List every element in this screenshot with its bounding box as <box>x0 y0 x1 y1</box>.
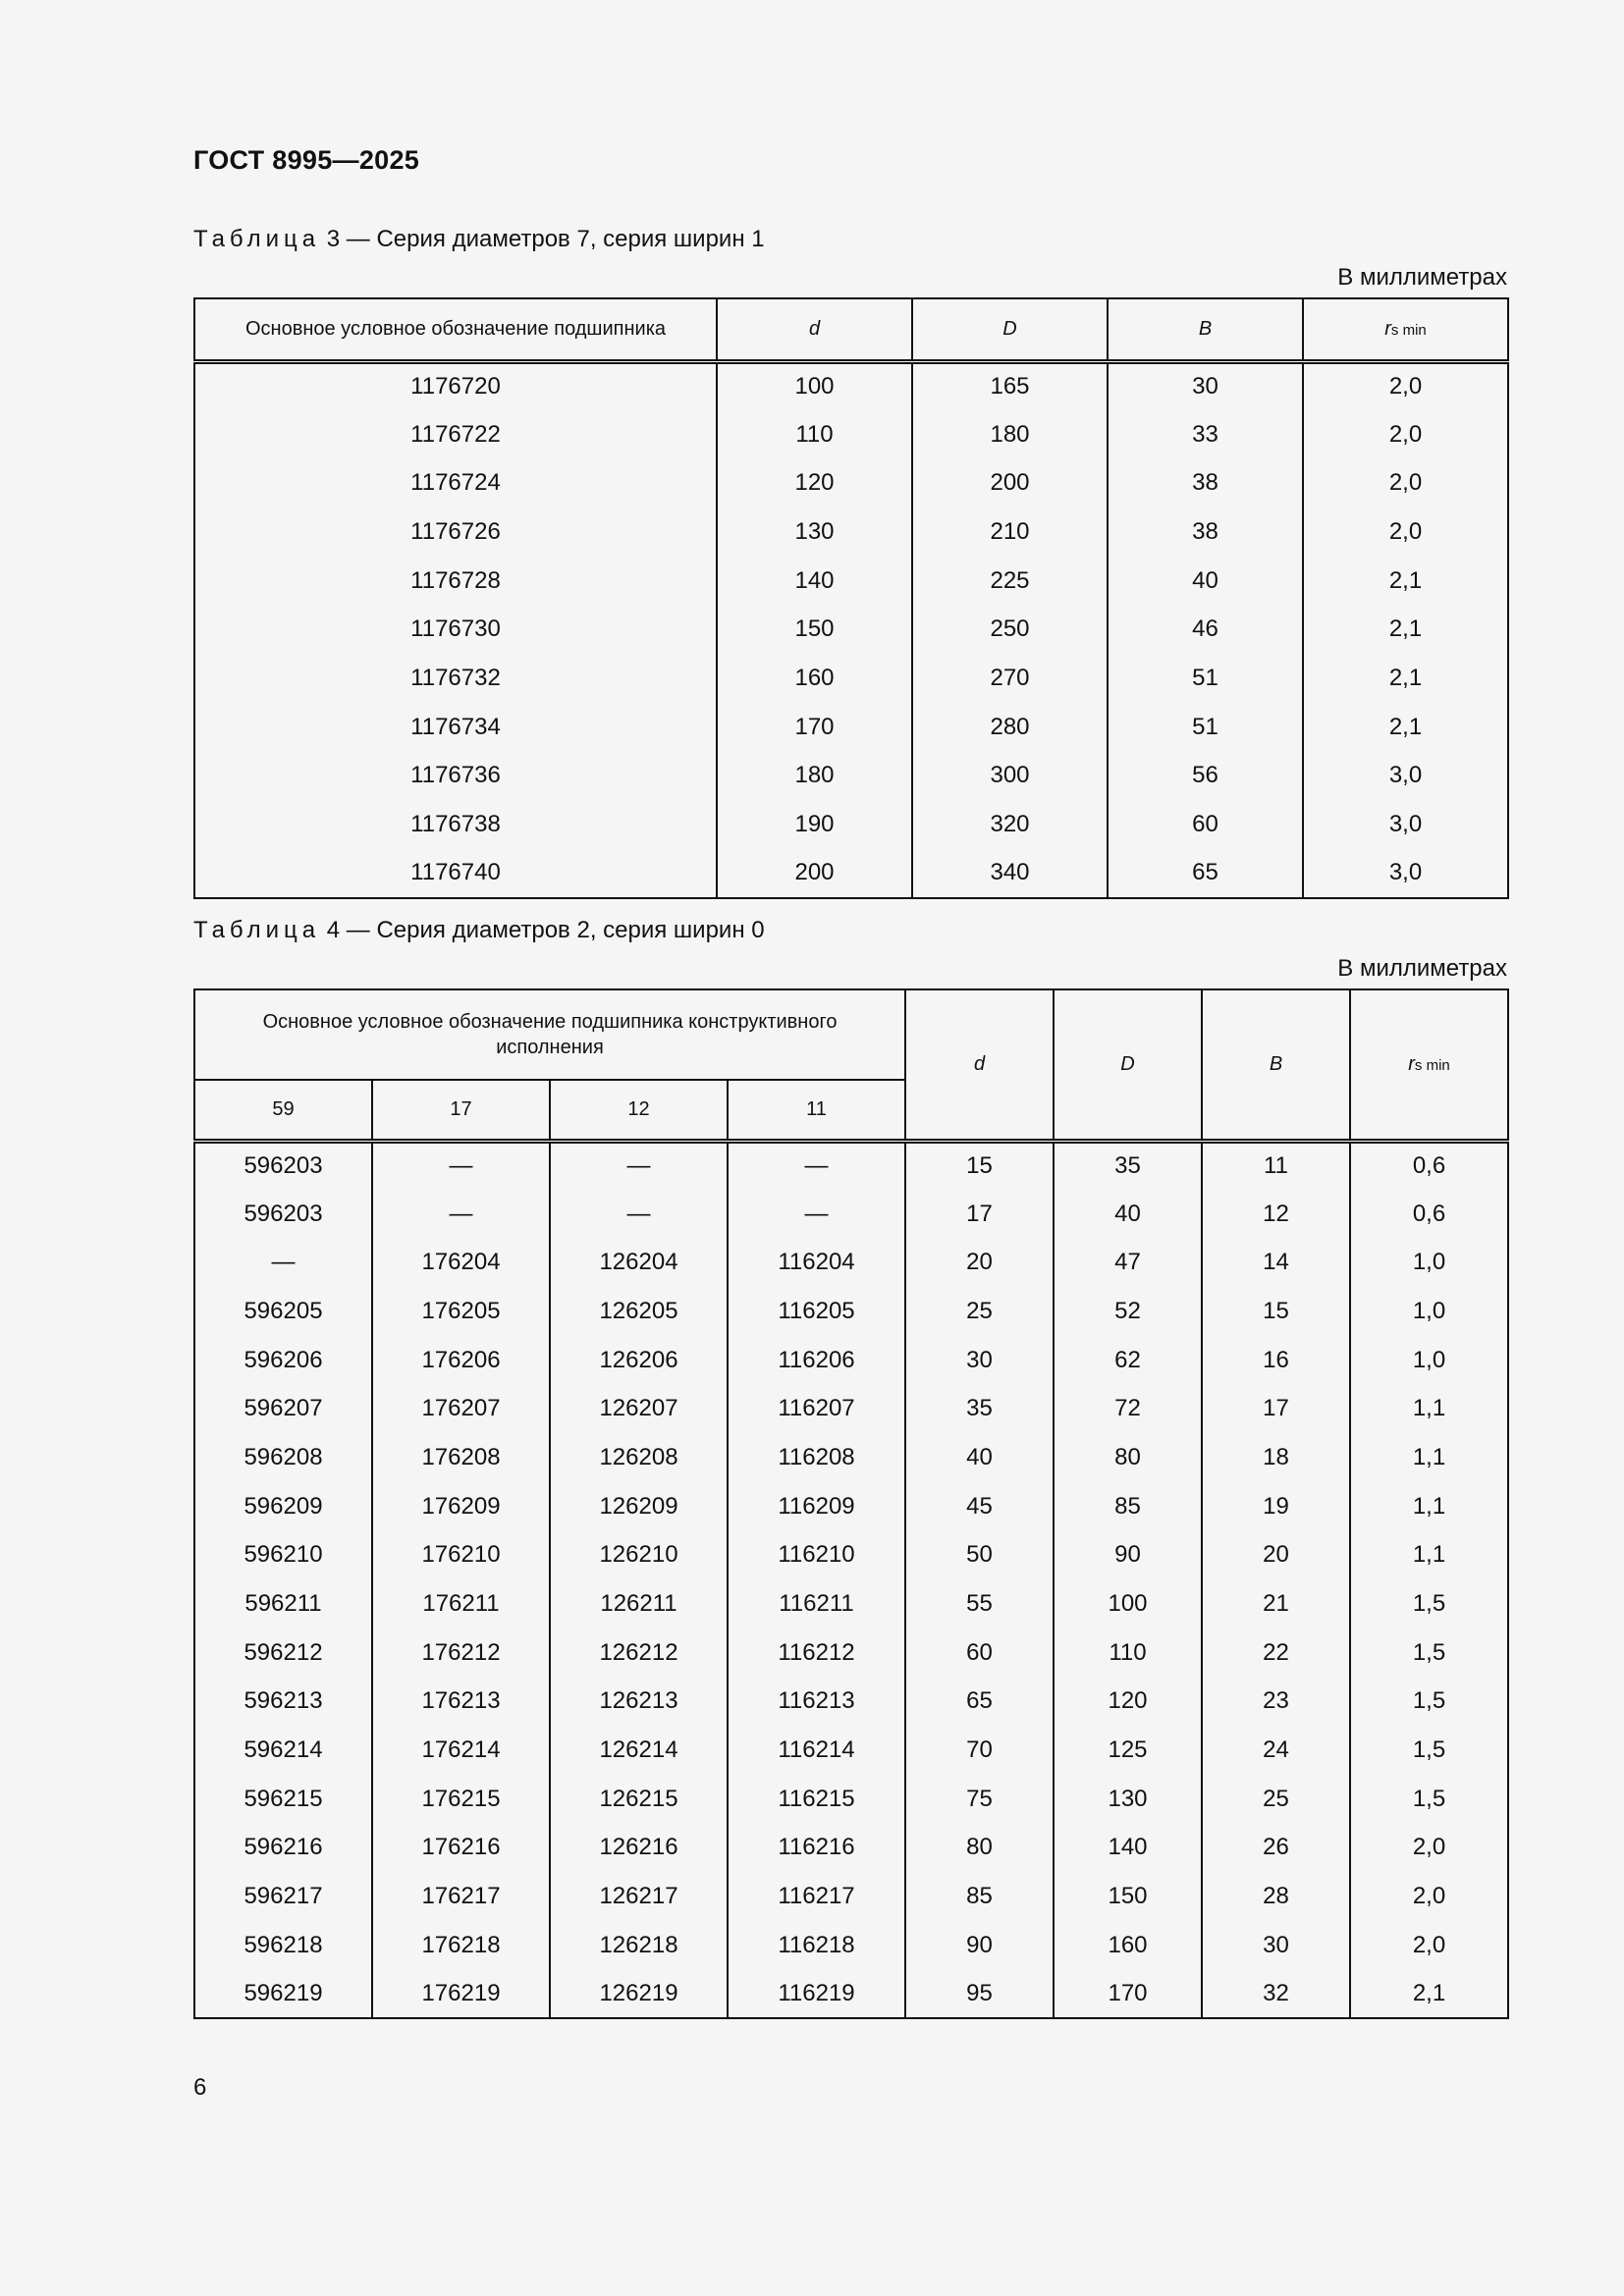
table-cell: 596203 <box>194 1141 372 1190</box>
table-cell: 126216 <box>550 1824 728 1873</box>
table-cell: 116214 <box>728 1726 905 1775</box>
table-cell: 1,5 <box>1350 1726 1508 1775</box>
table4-subheader-11: 11 <box>728 1080 905 1141</box>
table-cell: 15 <box>905 1141 1054 1190</box>
table-cell: 176215 <box>372 1775 550 1824</box>
table-cell: 2,0 <box>1350 1872 1508 1921</box>
table-row <box>194 1678 1508 1727</box>
table-cell: 16 <box>1202 1336 1350 1385</box>
table4-header-r <box>1350 989 1508 1141</box>
table-cell: 2,1 <box>1350 1970 1508 2019</box>
table-cell: 1176730 <box>194 605 717 654</box>
table-cell: 110 <box>1054 1629 1202 1678</box>
table-cell: 596215 <box>194 1775 372 1824</box>
table-cell: 120 <box>717 458 912 507</box>
table-cell: 2,1 <box>1303 605 1508 654</box>
table-cell: 130 <box>1054 1775 1202 1824</box>
table-cell: — <box>728 1190 905 1239</box>
table-cell: 300 <box>912 752 1108 801</box>
table-row <box>194 1336 1508 1385</box>
table-cell: 180 <box>912 410 1108 459</box>
table-cell: 40 <box>1054 1190 1202 1239</box>
table-cell: 170 <box>1054 1970 1202 2019</box>
table-row <box>194 1921 1508 1970</box>
table-cell: 596209 <box>194 1482 372 1531</box>
table-cell: 65 <box>1108 849 1303 898</box>
table3 <box>193 297 1509 899</box>
table-row <box>194 654 1508 703</box>
table-cell: 38 <box>1108 507 1303 557</box>
table-cell: 176204 <box>372 1238 550 1287</box>
table-cell: 2,0 <box>1303 361 1508 410</box>
table-cell: 116216 <box>728 1824 905 1873</box>
table-cell: 176218 <box>372 1921 550 1970</box>
table3-units: В миллиметрах <box>1337 264 1507 291</box>
table4 <box>193 988 1509 2019</box>
table-row <box>194 1433 1508 1482</box>
table-cell: 340 <box>912 849 1108 898</box>
table-cell: 176213 <box>372 1678 550 1727</box>
table-cell: 176209 <box>372 1482 550 1531</box>
table-cell: 47 <box>1054 1238 1202 1287</box>
table-cell: 85 <box>1054 1482 1202 1531</box>
table-cell: 176211 <box>372 1579 550 1629</box>
table-cell: 176205 <box>372 1287 550 1336</box>
table4-subheader-12: 12 <box>550 1080 728 1141</box>
table-cell: 45 <box>905 1482 1054 1531</box>
table-cell: 250 <box>912 605 1108 654</box>
table-cell: 62 <box>1054 1336 1202 1385</box>
table-cell: 14 <box>1202 1238 1350 1287</box>
table-cell: 2,0 <box>1303 458 1508 507</box>
table-cell: 75 <box>905 1775 1054 1824</box>
table-cell: 320 <box>912 800 1108 849</box>
table-cell: 17 <box>905 1190 1054 1239</box>
table-cell: 126206 <box>550 1336 728 1385</box>
table-cell: 2,1 <box>1303 654 1508 703</box>
table-cell: 2,1 <box>1303 557 1508 606</box>
table-cell: 33 <box>1108 410 1303 459</box>
table-cell: — <box>372 1141 550 1190</box>
table4-header-B: B <box>1202 989 1350 1141</box>
table-cell: 160 <box>717 654 912 703</box>
table-cell: 270 <box>912 654 1108 703</box>
table-cell: 2,1 <box>1303 703 1508 752</box>
table-cell: 116213 <box>728 1678 905 1727</box>
table-cell: 190 <box>717 800 912 849</box>
table-cell: 80 <box>905 1824 1054 1873</box>
table-cell: 2,0 <box>1350 1824 1508 1873</box>
table-cell: 116218 <box>728 1921 905 1970</box>
table-cell: 596213 <box>194 1678 372 1727</box>
table-cell: 1,0 <box>1350 1238 1508 1287</box>
table-cell: 126205 <box>550 1287 728 1336</box>
table-cell: 38 <box>1108 458 1303 507</box>
table-cell: 1,1 <box>1350 1384 1508 1433</box>
table-cell: 126208 <box>550 1433 728 1482</box>
table-cell: 1176720 <box>194 361 717 410</box>
table4-subheader-59: 59 <box>194 1080 372 1141</box>
table-cell: 116212 <box>728 1629 905 1678</box>
table-row <box>194 1872 1508 1921</box>
table-cell: 596207 <box>194 1384 372 1433</box>
table-cell: 165 <box>912 361 1108 410</box>
table-cell: 596214 <box>194 1726 372 1775</box>
table-cell: — <box>550 1190 728 1239</box>
table-cell: 85 <box>905 1872 1054 1921</box>
table-row <box>194 1629 1508 1678</box>
table-cell: 46 <box>1108 605 1303 654</box>
table3-header-B: B <box>1108 298 1303 361</box>
table-cell: 126214 <box>550 1726 728 1775</box>
table4-subheader-17: 17 <box>372 1080 550 1141</box>
table-row <box>194 800 1508 849</box>
table3-header-r <box>1303 298 1508 361</box>
table-cell: 52 <box>1054 1287 1202 1336</box>
table-cell: 596205 <box>194 1287 372 1336</box>
table-cell: 1176738 <box>194 800 717 849</box>
table-cell: 26 <box>1202 1824 1350 1873</box>
table-cell: 126210 <box>550 1531 728 1580</box>
table-cell: 126218 <box>550 1921 728 1970</box>
table-cell: 30 <box>905 1336 1054 1385</box>
table-cell: 116208 <box>728 1433 905 1482</box>
table-cell: 20 <box>1202 1531 1350 1580</box>
table-cell: 55 <box>905 1579 1054 1629</box>
table-cell: 24 <box>1202 1726 1350 1775</box>
table-cell: 126212 <box>550 1629 728 1678</box>
table-cell: 140 <box>717 557 912 606</box>
table-cell: 210 <box>912 507 1108 557</box>
table-cell: 0,6 <box>1350 1190 1508 1239</box>
table4-caption <box>193 917 765 944</box>
table-cell: 150 <box>1054 1872 1202 1921</box>
table4-body <box>194 1141 1508 2018</box>
table-cell: 116217 <box>728 1872 905 1921</box>
table-row <box>194 458 1508 507</box>
table-cell: 100 <box>1054 1579 1202 1629</box>
table-cell: — <box>372 1190 550 1239</box>
table-cell: 1,5 <box>1350 1775 1508 1824</box>
table-cell: 110 <box>717 410 912 459</box>
table-cell: 1,0 <box>1350 1336 1508 1385</box>
table-row <box>194 1190 1508 1239</box>
table-row <box>194 507 1508 557</box>
table-cell: 60 <box>905 1629 1054 1678</box>
table-cell: 1,5 <box>1350 1629 1508 1678</box>
table-cell: 30 <box>1202 1921 1350 1970</box>
table-row <box>194 605 1508 654</box>
table-cell: 65 <box>905 1678 1054 1727</box>
table-cell: 60 <box>1108 800 1303 849</box>
table-cell: 176207 <box>372 1384 550 1433</box>
table-cell: 21 <box>1202 1579 1350 1629</box>
table-row <box>194 849 1508 898</box>
table-cell: — <box>550 1141 728 1190</box>
table-cell: 3,0 <box>1303 752 1508 801</box>
table-cell: 116204 <box>728 1238 905 1287</box>
table-cell: 125 <box>1054 1726 1202 1775</box>
table-cell: 116215 <box>728 1775 905 1824</box>
table-cell: 1,5 <box>1350 1678 1508 1727</box>
table-cell: 116211 <box>728 1579 905 1629</box>
table-cell: 126217 <box>550 1872 728 1921</box>
table-cell: 30 <box>1108 361 1303 410</box>
table-cell: 200 <box>717 849 912 898</box>
table-cell: 140 <box>1054 1824 1202 1873</box>
table3-caption <box>193 226 765 253</box>
table-cell: 40 <box>1108 557 1303 606</box>
table-cell: 50 <box>905 1531 1054 1580</box>
table-row <box>194 1482 1508 1531</box>
table-cell: 23 <box>1202 1678 1350 1727</box>
table-cell: 116207 <box>728 1384 905 1433</box>
table-row <box>194 1531 1508 1580</box>
table3-caption-text: 3 — Серия диаметров 7, серия ширин 1 <box>326 226 765 252</box>
table-cell: 25 <box>905 1287 1054 1336</box>
table-cell: 126219 <box>550 1970 728 2019</box>
table-cell: 1176740 <box>194 849 717 898</box>
table-cell: 95 <box>905 1970 1054 2019</box>
table3-body <box>194 361 1508 898</box>
table-cell: 596216 <box>194 1824 372 1873</box>
table-cell: 176214 <box>372 1726 550 1775</box>
table-cell: 1,0 <box>1350 1287 1508 1336</box>
table-cell: 116210 <box>728 1531 905 1580</box>
document-header: ГОСТ 8995—2025 <box>193 145 420 175</box>
table-cell: 200 <box>912 458 1108 507</box>
table-cell: 90 <box>905 1921 1054 1970</box>
table4-caption-text: 4 — Серия диаметров 2, серия ширин 0 <box>326 917 765 943</box>
table-cell: 116206 <box>728 1336 905 1385</box>
table-cell: 2,0 <box>1303 410 1508 459</box>
table-cell: 56 <box>1108 752 1303 801</box>
table-cell: 1176726 <box>194 507 717 557</box>
table-cell: 51 <box>1108 654 1303 703</box>
table-cell: 17 <box>1202 1384 1350 1433</box>
table-cell: 1176724 <box>194 458 717 507</box>
table-cell: 1176722 <box>194 410 717 459</box>
table-row <box>194 703 1508 752</box>
table4-header-designation: Основное условное обозначение подшипника конструктивного исполнения <box>194 989 905 1080</box>
table4-header-r-sub: s min <box>1414 1056 1450 1074</box>
table3-header-designation: Основное условное обозначение подшипника <box>194 298 717 361</box>
table-cell: 596219 <box>194 1970 372 2019</box>
table-cell: 20 <box>905 1238 1054 1287</box>
table-row <box>194 1579 1508 1629</box>
table-cell: 32 <box>1202 1970 1350 2019</box>
table-cell: 35 <box>905 1384 1054 1433</box>
table-cell: 25 <box>1202 1775 1350 1824</box>
table-cell: 170 <box>717 703 912 752</box>
table-cell: 160 <box>1054 1921 1202 1970</box>
table-cell: 126209 <box>550 1482 728 1531</box>
table-cell: 120 <box>1054 1678 1202 1727</box>
table-cell: 176206 <box>372 1336 550 1385</box>
table-cell: 116209 <box>728 1482 905 1531</box>
table-cell: 12 <box>1202 1190 1350 1239</box>
table4-header-d: d <box>905 989 1054 1141</box>
table-cell: 72 <box>1054 1384 1202 1433</box>
table-cell: 1176728 <box>194 557 717 606</box>
table-cell: 596211 <box>194 1579 372 1629</box>
table-cell: 1,1 <box>1350 1531 1508 1580</box>
table-cell: 51 <box>1108 703 1303 752</box>
table-cell: 596206 <box>194 1336 372 1385</box>
table-cell: 116219 <box>728 1970 905 2019</box>
table-cell: 176210 <box>372 1531 550 1580</box>
table-cell: 596208 <box>194 1433 372 1482</box>
table-cell: 176217 <box>372 1872 550 1921</box>
table-cell: 90 <box>1054 1531 1202 1580</box>
table4-units: В миллиметрах <box>1337 955 1507 982</box>
table-cell: 176208 <box>372 1433 550 1482</box>
table-cell: 176219 <box>372 1970 550 2019</box>
table-row <box>194 1775 1508 1824</box>
table3-header-r-symbol: r <box>1384 317 1391 340</box>
table3-header-r-sub: s min <box>1390 321 1427 339</box>
table-row <box>194 410 1508 459</box>
table-row <box>194 1384 1508 1433</box>
table-row <box>194 1141 1508 1190</box>
table-cell: 130 <box>717 507 912 557</box>
table-row <box>194 1238 1508 1287</box>
table-cell: 35 <box>1054 1141 1202 1190</box>
table-cell: 1176732 <box>194 654 717 703</box>
table-cell: 3,0 <box>1303 800 1508 849</box>
table-cell: 22 <box>1202 1629 1350 1678</box>
table-cell: 596217 <box>194 1872 372 1921</box>
table4-caption-label: Таблица <box>193 917 321 943</box>
page-number: 6 <box>193 2074 207 2101</box>
table-cell: 150 <box>717 605 912 654</box>
table-row <box>194 1287 1508 1336</box>
table-cell: 3,0 <box>1303 849 1508 898</box>
table-cell: 116205 <box>728 1287 905 1336</box>
table-cell: 126215 <box>550 1775 728 1824</box>
table-cell: 1176736 <box>194 752 717 801</box>
table3-header-D: D <box>912 298 1108 361</box>
table-cell: 80 <box>1054 1433 1202 1482</box>
table-cell: 11 <box>1202 1141 1350 1190</box>
table-cell: 2,0 <box>1303 507 1508 557</box>
table-cell: 126207 <box>550 1384 728 1433</box>
table-cell: 180 <box>717 752 912 801</box>
table-row <box>194 1970 1508 2019</box>
table-cell: 40 <box>905 1433 1054 1482</box>
table-row <box>194 752 1508 801</box>
table-cell: 176212 <box>372 1629 550 1678</box>
table-cell: 126204 <box>550 1238 728 1287</box>
table-cell: 225 <box>912 557 1108 606</box>
table-cell: 280 <box>912 703 1108 752</box>
table-cell: — <box>728 1141 905 1190</box>
table-cell: 100 <box>717 361 912 410</box>
table-cell: 596212 <box>194 1629 372 1678</box>
table-row <box>194 361 1508 410</box>
table-cell: 126211 <box>550 1579 728 1629</box>
table-cell: 28 <box>1202 1872 1350 1921</box>
table-cell: 176216 <box>372 1824 550 1873</box>
table3-caption-label: Таблица <box>193 226 321 252</box>
table-cell: 596210 <box>194 1531 372 1580</box>
table-row <box>194 1824 1508 1873</box>
table4-header-D: D <box>1054 989 1202 1141</box>
table-cell: 0,6 <box>1350 1141 1508 1190</box>
table-cell: 596218 <box>194 1921 372 1970</box>
table-row <box>194 557 1508 606</box>
table-cell: 19 <box>1202 1482 1350 1531</box>
table-cell: 2,0 <box>1350 1921 1508 1970</box>
table-cell: 596203 <box>194 1190 372 1239</box>
table-cell: — <box>194 1238 372 1287</box>
table-cell: 18 <box>1202 1433 1350 1482</box>
table-row <box>194 1726 1508 1775</box>
table-cell: 1176734 <box>194 703 717 752</box>
table-cell: 70 <box>905 1726 1054 1775</box>
table-cell: 126213 <box>550 1678 728 1727</box>
table3-header-d: d <box>717 298 912 361</box>
table-cell: 15 <box>1202 1287 1350 1336</box>
table-cell: 1,1 <box>1350 1482 1508 1531</box>
table4-header-r-symbol: r <box>1408 1052 1415 1075</box>
table-cell: 1,5 <box>1350 1579 1508 1629</box>
table-cell: 1,1 <box>1350 1433 1508 1482</box>
